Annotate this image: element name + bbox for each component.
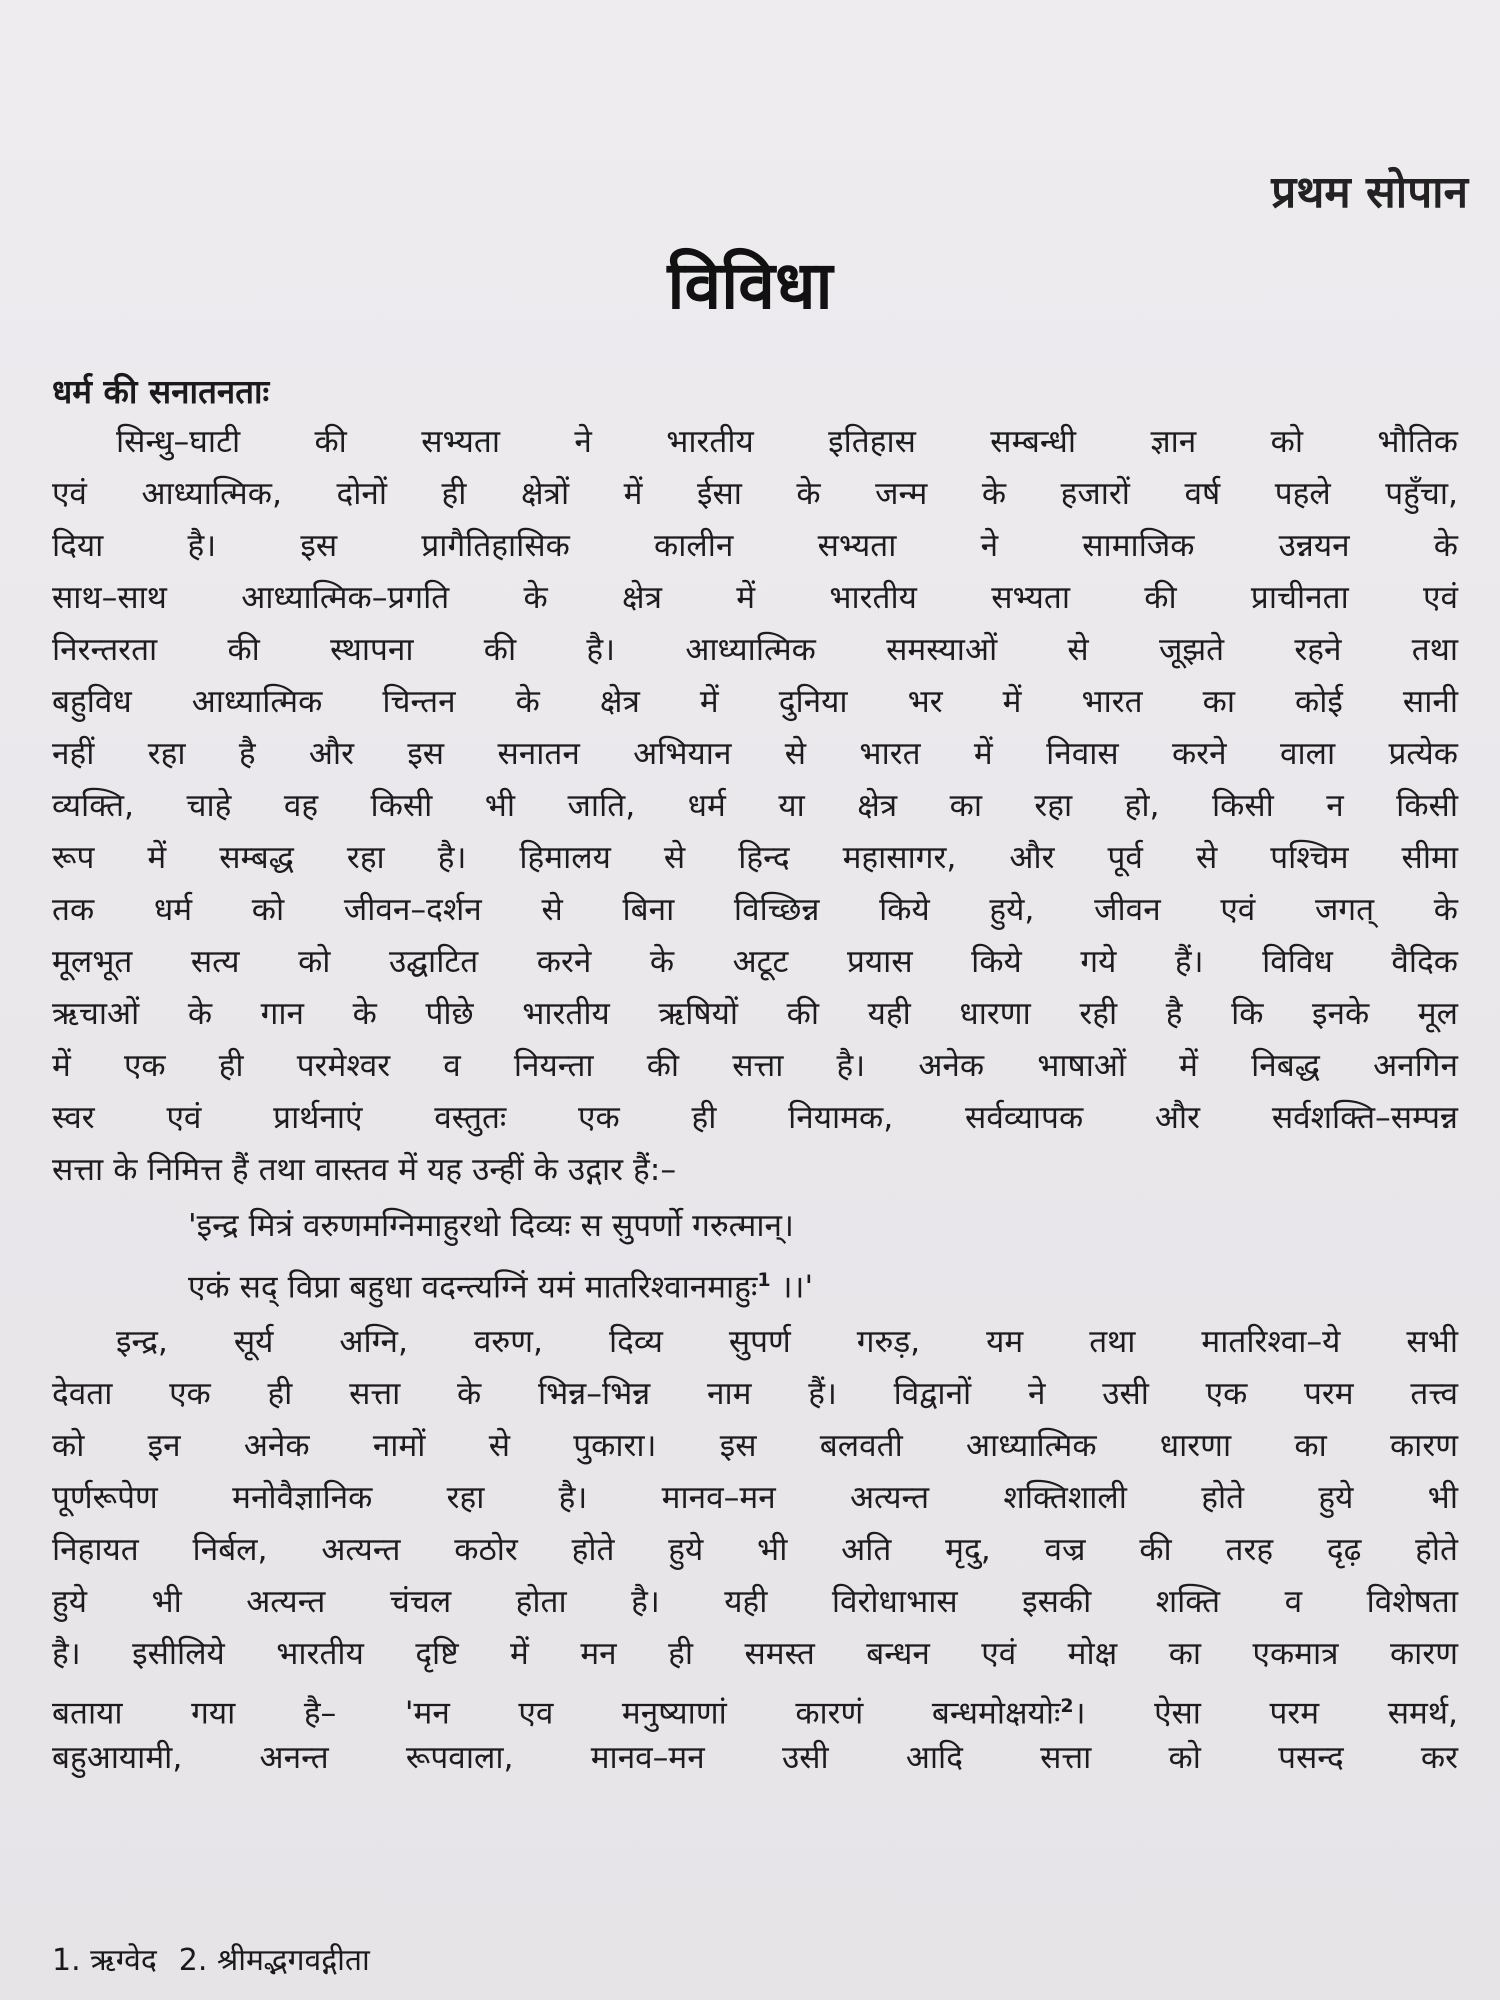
- text-line: सिन्धु–घाटी की सभ्यता ने भारतीय इतिहास सम्बन्धी ज्ञान को भौतिक: [116, 424, 1458, 460]
- text-line: ऋचाओं के गान के पीछे भारतीय ऋषियों की यही धारणा रही है कि इनके मूल: [52, 996, 1458, 1032]
- text-line: व्यक्ति, चाहे वह किसी भी जाति, धर्म या क्षेत्र का रहा हो, किसी न किसी: [52, 788, 1458, 824]
- quote-text-after: । ऐसा परम समर्थ,: [1073, 1695, 1458, 1732]
- text-line: नहीं रहा है और इस सनातन अभियान से भारत में निवास करने वाला प्रत्येक: [52, 736, 1458, 772]
- footnotes: [52, 1938, 370, 1979]
- footnote-2: 2. श्रीमद्भगवद्गीता: [178, 1943, 370, 1978]
- text-line: हुये भी अत्यन्त चंचल होता है। यही विरोधाभास इसकी शक्ति व विशेषता: [52, 1584, 1458, 1620]
- footnote-marker-2: 2: [1060, 1695, 1074, 1717]
- section-heading: धर्म की सनातनताः: [52, 372, 270, 411]
- section-label: प्रथम सोपान: [1271, 167, 1468, 218]
- text-line: सत्ता के निमित्त हैं तथा वास्तव में यह उन्हीं के उद्गार हैं:–: [52, 1152, 677, 1188]
- text-line: बहुविध आध्यात्मिक चिन्तन के क्षेत्र में दुनिया भर में भारत का कोई सानी: [52, 684, 1458, 720]
- text-line-quote: [52, 1686, 1458, 1734]
- text-line: निहायत निर्बल, अत्यन्त कठोर होते हुये भी अति मृदु, वज्र की तरह दृढ़ होते: [52, 1532, 1458, 1568]
- text-line: पूर्णरूपेण मनोवैज्ञानिक रहा है। मानव–मन अत्यन्त शक्तिशाली होते हुये भी: [52, 1480, 1458, 1516]
- text-line: बहुआयामी, अनन्त रूपवाला, मानव–मन उसी आदि सत्ता को पसन्द कर: [52, 1740, 1458, 1776]
- text-line: देवता एक ही सत्ता के भिन्न–भिन्न नाम हैं। विद्वानों ने उसी एक परम तत्त्व: [52, 1376, 1458, 1412]
- verse-line-2: [188, 1260, 813, 1308]
- verse-line-1: 'इन्द्र मित्रं वरुणमग्निमाहुरथो दिव्यः स सुपर्णो गरुत्मान्।: [188, 1208, 794, 1244]
- footnote-marker-1: 1: [757, 1269, 771, 1291]
- quote-text: बताया गया है– 'मन एव मनुष्याणां कारणं बन्धमोक्षयोः: [52, 1695, 1061, 1732]
- footnote-1: 1. ऋग्वेद: [52, 1943, 157, 1978]
- text-line: मूलभूत सत्य को उद्घाटित करने के अटूट प्रयास किये गये हैं। विविध वैदिक: [52, 944, 1458, 980]
- text-line: निरन्तरता की स्थापना की है। आध्यात्मिक समस्याओं से जूझते रहने तथा: [52, 632, 1458, 668]
- chapter-title: विविधा: [667, 247, 833, 324]
- text-line: एवं आध्यात्मिक, दोनों ही क्षेत्रों में ईसा के जन्म के हजारों वर्ष पहले पहुँचा,: [52, 476, 1458, 512]
- text-line: इन्द्र, सूर्य अग्नि, वरुण, दिव्य सुपर्ण गरुड़, यम तथा मातरिश्वा–ये सभी: [116, 1324, 1458, 1360]
- text-line: दिया है। इस प्रागैतिहासिक कालीन सभ्यता ने सामाजिक उन्नयन के: [52, 528, 1458, 564]
- verse-line-2-end: ।।': [780, 1269, 814, 1306]
- text-line: रूप में सम्बद्ध रहा है। हिमालय से हिन्द महासागर, और पूर्व से पश्चिम सीमा: [52, 840, 1458, 876]
- text-line: है। इसीलिये भारतीय दृष्टि में मन ही समस्त बन्धन एवं मोक्ष का एकमात्र कारण: [52, 1636, 1458, 1672]
- text-line: स्वर एवं प्रार्थनाएं वस्तुतः एक ही नियामक, सर्वव्यापक और सर्वशक्ति–सम्पन्न: [52, 1100, 1458, 1136]
- text-line: में एक ही परमेश्वर व नियन्ता की सत्ता है। अनेक भाषाओं में निबद्ध अनगिन: [52, 1048, 1458, 1084]
- text-line: को इन अनेक नामों से पुकारा। इस बलवती आध्यात्मिक धारणा का कारण: [52, 1428, 1458, 1464]
- verse-line-2-text: एकं सद् विप्रा बहुधा वदन्त्यग्निं यमं मातरिश्वानमाहुः: [188, 1269, 758, 1306]
- text-line: साथ–साथ आध्यात्मिक–प्रगति के क्षेत्र में भारतीय सभ्यता की प्राचीनता एवं: [52, 580, 1458, 616]
- text-line: तक धर्म को जीवन–दर्शन से बिना विच्छिन्न किये हुये, जीवन एवं जगत् के: [52, 892, 1458, 928]
